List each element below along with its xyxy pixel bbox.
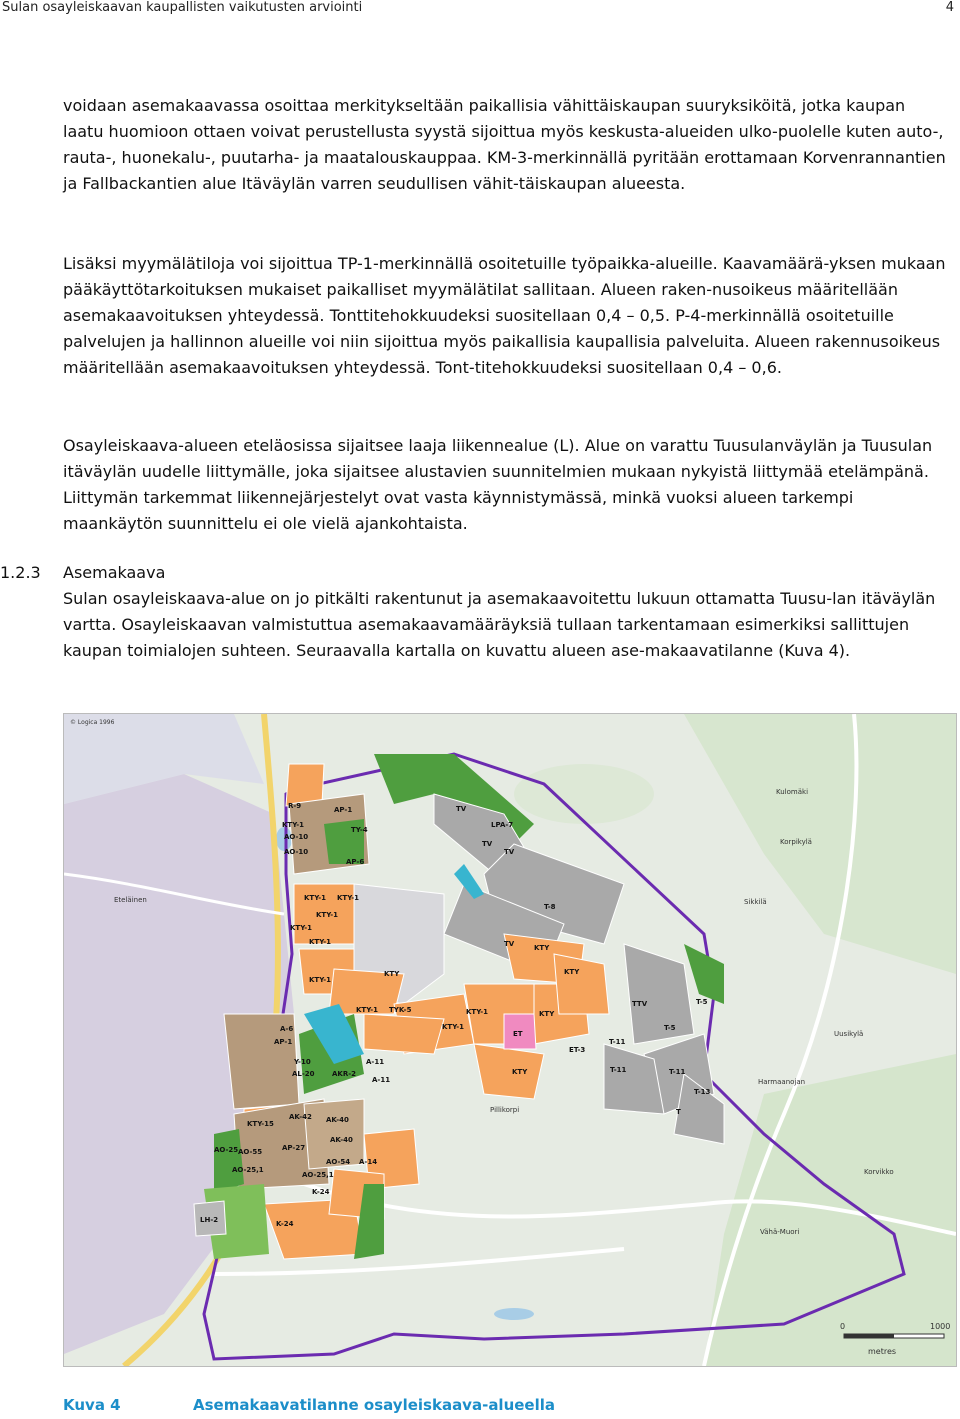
zone-label: KTY-1 (337, 894, 360, 902)
zone-label: AK-40 (330, 1136, 353, 1144)
place-name: Korvikko (864, 1168, 894, 1176)
zone-label: TTV (632, 1000, 648, 1008)
zone-label: AKR-2 (332, 1070, 357, 1078)
scale-start: 0 (840, 1322, 846, 1331)
zone-label: R-9 (288, 802, 302, 810)
place-name: Vähä-Muori (760, 1228, 800, 1236)
zone-label: AP-27 (282, 1144, 306, 1152)
zone-label: T-11 (610, 1066, 627, 1074)
zone-label: AO-25,1 (232, 1166, 264, 1174)
page-number: 4 (945, 0, 954, 15)
zone-label: KTY-1 (309, 976, 332, 984)
zone-label: ET-3 (569, 1046, 586, 1054)
document-title: Sulan osayleiskaavan kaupallisten vaikutusten arviointi (2, 0, 363, 15)
figure-caption-text: Asemakaavatilanne osayleiskaava-alueella (193, 1396, 556, 1414)
zone-label: AK-40 (326, 1116, 349, 1124)
zone-label: K-24 (276, 1220, 294, 1228)
zone-label: T-11 (669, 1068, 686, 1076)
zone-label: KTY-1 (356, 1006, 379, 1014)
place-name: Eteläinen (114, 896, 147, 904)
zone-label: AO-10 (284, 833, 309, 841)
section-number: 1.2.3 (0, 563, 41, 582)
zone-label: T-8 (544, 903, 556, 911)
zone-label: T-5 (664, 1024, 676, 1032)
zone-label: A-6 (280, 1025, 294, 1033)
zone-label: KTY (534, 944, 550, 952)
paragraph-retail-units (63, 93, 948, 197)
zone-label: LH-2 (200, 1216, 219, 1224)
zone-label: KTY-1 (466, 1008, 489, 1016)
zone-label: A-11 (366, 1058, 385, 1066)
zone-label: AO-25,1 (302, 1171, 334, 1179)
zone-label: T-13 (694, 1088, 711, 1096)
zone-label: TV (504, 848, 515, 856)
zoning-map-svg (64, 714, 956, 1366)
place-name: Kulomäki (776, 788, 809, 796)
place-name: Uusikylä (834, 1030, 864, 1038)
place-name: Sikkilä (744, 898, 767, 906)
paragraph-text: Sulan osayleiskaava-alue on jo pitkälti rakentunut ja asemakaavoitettu lukuun ottamatta Tuusu-lan itäväylän vartta. Osayleiskaavan valmistuttua asemakaavamääräyksiä tullaan tarkentamaan esimerkiksi sallittujen kaupan toimialojen suhteen. Seuraavalla kartalla on kuvattu alueen ase-makaavatilanne (Kuva 4). (63, 589, 936, 660)
zone-label: A-14 (359, 1158, 378, 1166)
paragraph-zoning-status (63, 586, 948, 664)
zone-label: TV (504, 940, 515, 948)
zone-label: T-11 (609, 1038, 626, 1046)
map-copyright: © Logica 1996 (70, 719, 115, 726)
zone-label: KTY-1 (309, 938, 332, 946)
zone-label: KTY (564, 968, 580, 976)
zone-label: T (676, 1108, 681, 1116)
zone-label: KTY-1 (442, 1023, 465, 1031)
zone-label: KTY (384, 970, 400, 978)
zone-label: AP-1 (274, 1038, 293, 1046)
zone-label: AO-54 (326, 1158, 351, 1166)
zone-label: AO-25 (214, 1146, 239, 1154)
zone-label: KTY (539, 1010, 555, 1018)
paragraph-text: Lisäksi myymälätiloja voi sijoittua TP-1-merkinnällä osoitetuille työpaikka-alueille. Kaavamäärä-yksen mukaan pääkäyttötarkoituksen mukaiset paikalliset myymälätilat sallitaan. Alueen raken-nusoikeus määritellään asemakaavoituksen yhteydessä. Tonttitehokkuudeksi suositellaan 0,4 – 0,5. P-4-merkinnällä osoitetuille palvelujen ja hallinnon alueille voi niin sijoittua myös paikallisia kaupallisia palveluita. Alueen rakennusoikeus määritellään asemakaavoituksen yhteydessä. Tont-titehokkuudeksi suositellaan 0,4 – 0,6. (63, 254, 946, 377)
zone-label: AP-6 (346, 858, 365, 866)
zone-label: KTY-15 (247, 1120, 274, 1128)
paragraph-text: voidaan asemakaavassa osoittaa merkitykseltään paikallisia vähittäiskaupan suuryksiköitä, jotka kaupan laatu huomioon ottaen voivat perustellusta syystä sijoittua myös keskusta-alueiden ulko-puolelle kuten auto-, rauta-, huonekalu-, puutarha- ja maatalouskauppaa. KM-3-merkinnällä pyritään erottamaan Korvenrannantien ja Fallbackantien alue Itäväylän varren seudullisen vähit-täiskaupan alueesta. (63, 96, 946, 193)
zone-label: TV (456, 805, 467, 813)
page-header (0, 0, 960, 22)
zone-label: KTY (512, 1068, 528, 1076)
zone-label: KTY-1 (282, 821, 305, 829)
zone-label: AK-42 (289, 1113, 312, 1121)
zone-label: KTY-1 (290, 924, 313, 932)
zone-label: AO-55 (238, 1148, 263, 1156)
scale-unit: metres (868, 1347, 897, 1356)
zone-label: A-11 (372, 1076, 391, 1084)
zone-label: TYK-5 (389, 1006, 412, 1014)
zone-label: TY-4 (351, 826, 368, 834)
place-name: Korpikylä (780, 838, 812, 846)
zone-label: ET (513, 1030, 523, 1038)
zone-label: AL-20 (292, 1070, 315, 1078)
section-title: Asemakaava (63, 563, 166, 582)
paragraph-text: Osayleiskaava-alueen eteläosissa sijaitsee laaja liikennealue (L). Alue on varattu Tuusulanväylän ja Tuusulan itäväylän uudelle liittymälle, joka sijaitsee alustavien suunnitelmien mukaan nykyistä liittymää etelämpänä. Liittymän tarkemmat liikennejärjestelyt ovat vasta käynnistymässä, minkä vuoksi alueen tarkempi maankäytön suunnittelu ei ole vielä ajankohtaista. (63, 436, 933, 533)
scale-end: 1000 (930, 1322, 951, 1331)
place-name: Harmaanojan (758, 1078, 806, 1086)
place-name: Pillikorpi (490, 1106, 520, 1114)
zone-label: TV (482, 840, 493, 848)
zoning-map (63, 713, 957, 1367)
paragraph-traffic-area (63, 433, 948, 537)
zone-label: KTY-1 (316, 911, 339, 919)
figure-caption-number: Kuva 4 (63, 1396, 121, 1414)
zone-label: K-24 (312, 1188, 330, 1196)
zone-label: LPA-7 (491, 821, 514, 829)
zone-label: Y-10 (294, 1058, 311, 1066)
zone-label: T-5 (696, 998, 708, 1006)
zone-label: AO-10 (284, 848, 309, 856)
zone-label: AP-1 (334, 806, 353, 814)
paragraph-workplace-areas (63, 251, 948, 381)
zone-label: KTY-1 (304, 894, 327, 902)
